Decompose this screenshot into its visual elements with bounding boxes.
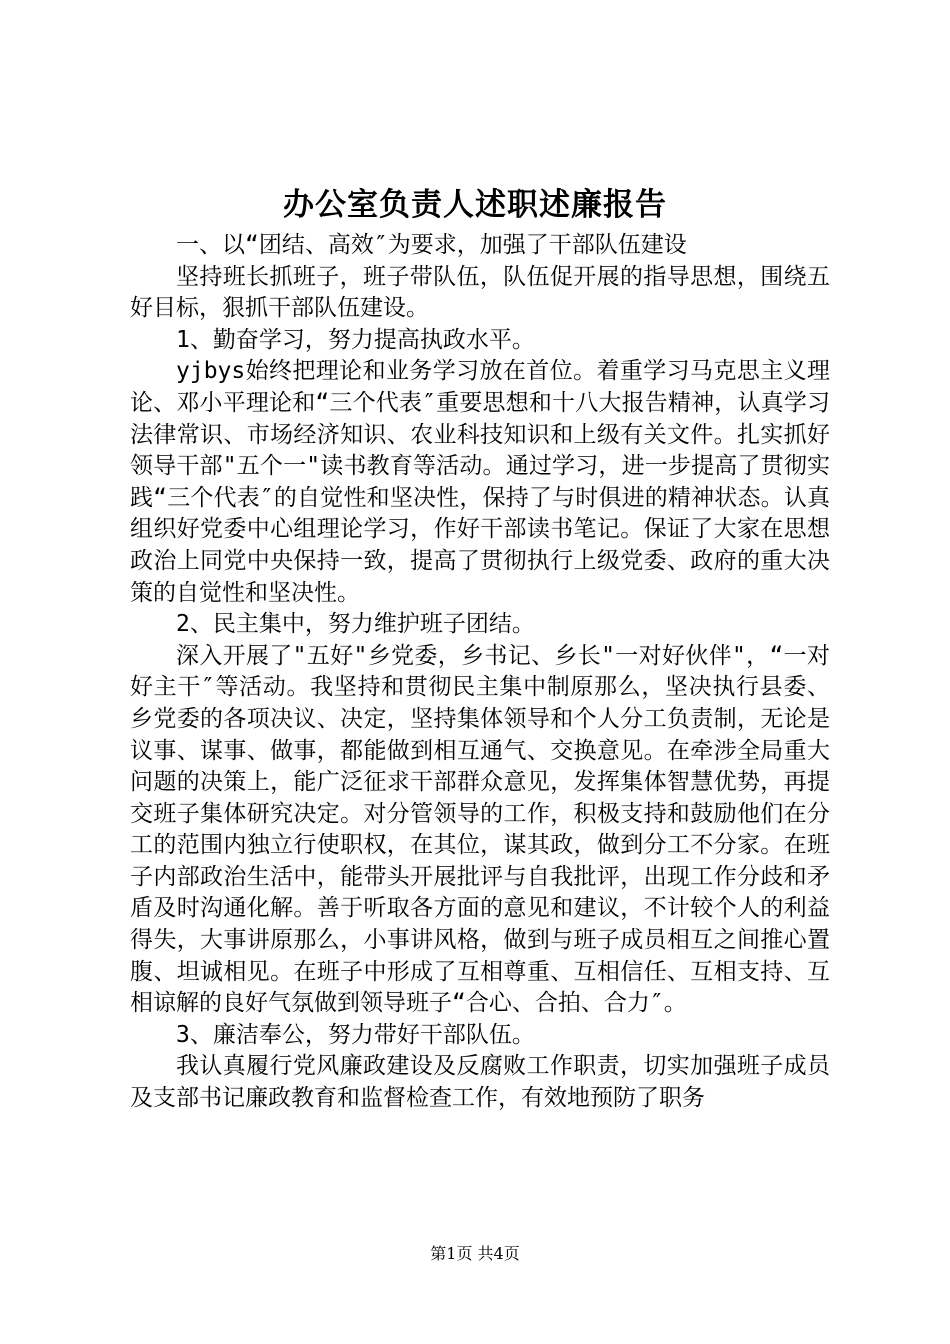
body-paragraph: yjbys始终把理论和业务学习放在首位。着重学习马克思主义理论、邓小平理论和“三个代表″重要思想和十八大报告精神，认真学习法律常识、市场经济知识、农业科技知识和上级有关文件。扎实抓好领导干部"五个一"读书教育等活动。通过学习，进一步提高了贯彻实践“三个代表″的自觉性和坚决性，保持了与时俱进的精神状态。认真组织好党委中心组理论学习，作好干部读书笔记。保证了大家在思想政治上同党中央保持一致，提高了贯彻执行上级党委、政府的重大决策的自觉性和坚决性。 [130, 358, 830, 606]
document-title: 办公室负责人述职述廉报告 [283, 187, 667, 223]
subsection-heading: 3、廉洁奉公，努力带好干部队伍。 [176, 1021, 535, 1048]
document-body [130, 230, 830, 1115]
subsection-heading: 1、勤奋学习，努力提高执政水平。 [176, 326, 535, 353]
body-paragraph: 坚持班长抓班子，班子带队伍，队伍促开展的指导思想，围绕五好目标，狠抓干部队伍建设。 [130, 263, 830, 322]
page-number-footer: 第1页 共4页 [430, 1244, 520, 1263]
subsection-heading: 2、民主集中，努力维护班子团结。 [176, 611, 535, 638]
body-paragraph: 我认真履行党风廉政建设及反腐败工作职责，切实加强班子成员及支部书记廉政教育和监督检查工作，有效地预防了职务 [130, 1053, 830, 1112]
body-paragraph: 深入开展了"五好"乡党委，乡书记、乡长"一对好伙伴"，“一对好主干″等活动。我坚持和贯彻民主集中制原那么，坚决执行县委、乡党委的各项决议、决定，坚持集体领导和个人分工负责制，无论是议事、谋事、做事，都能做到相互通气、交换意见。在牵涉全局重大问题的决策上，能广泛征求干部群众意见，发挥集体智慧优势，再提交班子集体研究决定。对分管领导的工作，积极支持和鼓励他们在分工的范围内独立行使职权，在其位，谋其政，做到分工不分家。在班子内部政治生活中，能带头开展批评与自我批评，出现工作分歧和矛盾及时沟通化解。善于听取各方面的意见和建议，不计较个人的利益得失，大事讲原那么，小事讲风格，做到与班子成员相互之间推心置腹、坦诚相见。在班子中形成了互相尊重、互相信任、互相支持、互相谅解的良好气氛做到领导班子“合心、合拍、合力″。 [130, 642, 830, 1017]
section-heading: 一、以“团结、高效″为要求，加强了干部队伍建设 [176, 232, 687, 258]
